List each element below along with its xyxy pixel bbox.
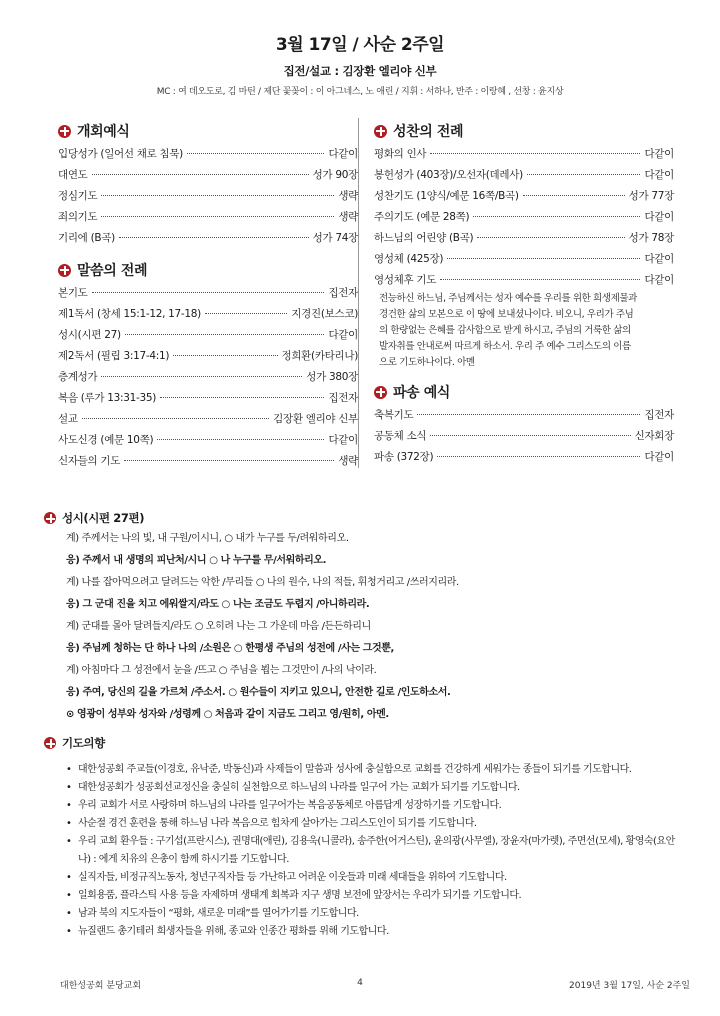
roles-line: MC : 여 데오도로, 김 마틴 / 제단 꽃꽂이 : 이 아그네스, 노 애린 / 지휘 : 서하나, 반주 : 이랑혜 , 선창 : 윤지상 bbox=[156, 87, 564, 97]
order-value: 다같이 bbox=[328, 329, 358, 341]
order-value: 성가 90장 bbox=[312, 169, 358, 181]
order-item: 기리에 (B곡) bbox=[58, 232, 115, 244]
psalm-heading bbox=[44, 508, 684, 528]
intention-item: • 일회용품, 플라스틱 사용 등을 자제하며 생태계 회복과 지구 생명 보전에 앞장서는 우리가 되기를 기도합니다. bbox=[66, 887, 684, 905]
intention-item: • 실직자들, 비정규직노동자, 청년구직자들 등 가난하고 어려운 이웃들과 미래 세대들을 위하여 기도합니다. bbox=[66, 869, 684, 887]
order-value: 성가 77장 bbox=[628, 190, 674, 202]
liturgy-section bbox=[374, 118, 674, 371]
section-heading-text: 파송 예식 bbox=[393, 385, 450, 401]
order-value: 집전자 bbox=[644, 409, 674, 421]
order-row bbox=[58, 304, 358, 325]
order-row bbox=[374, 186, 674, 207]
psalm-section bbox=[44, 508, 684, 726]
order-row bbox=[374, 144, 674, 165]
cross-circle-icon bbox=[44, 512, 56, 524]
order-row bbox=[58, 228, 358, 249]
liturgy-section bbox=[374, 379, 674, 468]
order-value: 김장환 엘리야 신부 bbox=[273, 413, 358, 425]
order-row bbox=[374, 447, 674, 468]
left-column bbox=[58, 118, 358, 472]
cross-circle-icon bbox=[374, 386, 387, 399]
order-item: 신자들의 기도 bbox=[58, 455, 121, 467]
order-value: 성가 380장 bbox=[306, 371, 358, 383]
order-row bbox=[58, 367, 358, 388]
leader-dots bbox=[527, 174, 641, 175]
order-value: 다같이 bbox=[644, 253, 674, 265]
liturgy-section bbox=[58, 257, 358, 472]
cross-circle-icon bbox=[58, 264, 71, 277]
leader-dots bbox=[101, 216, 334, 217]
order-item: 하느님의 어린양 (B곡) bbox=[374, 232, 474, 244]
order-item: 본기도 bbox=[58, 287, 88, 299]
leader-dots bbox=[82, 418, 269, 419]
leader-dots bbox=[157, 439, 324, 440]
order-value: 집전자 bbox=[328, 392, 358, 404]
order-item: 영성체 (425장) bbox=[374, 253, 444, 265]
order-row bbox=[58, 388, 358, 409]
column-divider bbox=[358, 118, 359, 468]
order-row bbox=[58, 207, 358, 228]
order-item: 죄의기도 bbox=[58, 211, 98, 223]
psalm-verse: 응) 주님께 청하는 단 하나 나의 /소원은 ○ 한평생 주님의 성전에 /사는 그것뿐, bbox=[66, 643, 394, 654]
psalm-verse: 계) 나를 잡아먹으려고 달려드는 악한 /무리들 ○ 나의 원수, 나의 적들, 휘청거리고 /쓰러지리라. bbox=[66, 577, 459, 588]
leader-dots bbox=[92, 292, 325, 293]
section-heading bbox=[58, 257, 358, 283]
order-item: 사도신경 (예문 10쪽) bbox=[58, 434, 154, 446]
cross-circle-icon bbox=[44, 737, 56, 749]
intentions-list bbox=[44, 761, 684, 941]
page-number: 4 bbox=[357, 978, 363, 988]
prayer-line: 경건한 삶의 모본으로 이 땅에 보내셨나이다. 비오니, 우리가 주님 bbox=[379, 309, 634, 320]
footer-church: 대한성공회 분당교회 bbox=[60, 981, 142, 991]
order-value: 다같이 bbox=[644, 274, 674, 286]
order-item: 제1독서 (창세 15:1-12, 17-18) bbox=[58, 308, 201, 320]
section-heading-text: 개회예식 bbox=[77, 124, 130, 140]
cross-circle-icon bbox=[58, 125, 71, 138]
order-value: 성가 74장 bbox=[312, 232, 358, 244]
prayer-line: 발자취를 안내로써 따르게 하소서. 우리 주 예수 그리스도의 이름 bbox=[379, 341, 631, 352]
leader-dots bbox=[101, 195, 334, 196]
order-item: 공동체 소식 bbox=[374, 430, 427, 442]
order-row bbox=[58, 144, 358, 165]
section-heading-text: 말씀의 전례 bbox=[77, 263, 148, 279]
leader-dots bbox=[430, 435, 630, 436]
intention-item: • 우리 교회가 서로 사랑하며 하느님의 나라를 일구어가는 복음공동체로 아름답게 성장하기를 기도합니다. bbox=[66, 797, 684, 815]
order-item: 축복기도 bbox=[374, 409, 414, 421]
intention-item: • 대한성공회가 성공회선교정신을 충실히 실천함으로 하느님의 나라를 일구어 가는 교회가 되기를 기도합니다. bbox=[66, 779, 684, 797]
leader-dots bbox=[119, 237, 309, 238]
section-heading-text: 성찬의 전례 bbox=[393, 124, 464, 140]
leader-dots bbox=[92, 174, 309, 175]
liturgy-section bbox=[58, 118, 358, 249]
intentions-heading-text: 기도의향 bbox=[62, 736, 105, 750]
leader-dots bbox=[473, 216, 640, 217]
order-row bbox=[374, 228, 674, 249]
order-row bbox=[374, 270, 674, 291]
cross-circle-icon bbox=[374, 125, 387, 138]
leader-dots bbox=[437, 456, 640, 457]
prayer-line: 전능하신 하느님, 주님께서는 성자 예수를 우리를 위한 희생제물과 bbox=[379, 293, 637, 304]
presider-line: 집전/설교 : 김장환 엘리야 신부 bbox=[283, 64, 437, 78]
order-item: 평화의 인사 bbox=[374, 148, 427, 160]
intention-item: • 대한성공회 주교들(이경호, 유낙준, 박동신)과 사제들이 말씀과 성사에 충실함으로 교회를 건강하게 세워가는 종들이 되기를 기도합니다. bbox=[66, 761, 684, 779]
intentions-section bbox=[44, 733, 684, 941]
order-row bbox=[58, 165, 358, 186]
leader-dots bbox=[173, 355, 277, 356]
order-row bbox=[374, 426, 674, 447]
intention-item: • 사순절 경건 훈련을 통해 하느님 나라 복음으로 힘차게 살아가는 그리스도인이 되기를 기도합니다. bbox=[66, 815, 684, 833]
order-item: 봉헌성가 (403장)/오선자(데레사) bbox=[374, 169, 523, 181]
intention-item: • 우리 교회 환우들 : 구기섭(프란시스), 권명대(애린), 김용욱(니콜라), 송주한(어거스틴), 윤의광(사무엘), 장윤자(마가렛), 주면선(모세), 황영숙(요안나) : 에게 치유의 은총이 함께 하시기를 기도합니다. bbox=[66, 833, 684, 869]
leader-dots bbox=[205, 313, 287, 314]
order-row bbox=[58, 346, 358, 367]
psalm-verse: 계) 군대를 몰아 달려들지/라도 ○ 오히려 나는 그 가운데 마음 /든든하리니 bbox=[66, 621, 371, 632]
order-value: 생략 bbox=[338, 190, 358, 202]
leader-dots bbox=[477, 237, 624, 238]
footer-date: 2019년 3월 17일, 사순 2주일 bbox=[569, 981, 690, 991]
leader-dots bbox=[523, 195, 625, 196]
order-value: 신자회장 bbox=[634, 430, 674, 442]
leader-dots bbox=[125, 334, 325, 335]
psalm-verse: 응) 주께서 내 생명의 피난처/시니 ○ 나 누구를 무/서워하리오. bbox=[66, 555, 327, 566]
leader-dots bbox=[160, 397, 324, 398]
psalm-verse: 응) 주여, 당신의 길을 가르쳐 /주소서. ○ 원수들이 지키고 있으니, 안전한 길로 /인도하소서. bbox=[66, 687, 451, 698]
prayer-line: 의 한량없는 은혜를 감사함으로 받게 하시고, 주님의 거룩한 삶의 bbox=[379, 325, 631, 336]
right-column bbox=[374, 118, 674, 468]
order-value: 지경진(보스코) bbox=[291, 308, 358, 320]
order-row bbox=[58, 409, 358, 430]
order-item: 제2독서 (필립 3:17-4:1) bbox=[58, 350, 170, 362]
section-heading bbox=[374, 379, 674, 405]
psalm-heading-text: 성시(시편 27편) bbox=[62, 511, 145, 525]
order-row bbox=[58, 186, 358, 207]
leader-dots bbox=[447, 258, 640, 259]
order-value: 다같이 bbox=[644, 211, 674, 223]
intention-item: • 남과 북의 지도자들이 “평화, 새로운 미래”를 열어가기를 기도합니다. bbox=[66, 905, 684, 923]
order-value: 다같이 bbox=[644, 169, 674, 181]
psalm-verses bbox=[44, 528, 684, 726]
order-row bbox=[58, 325, 358, 346]
order-item: 입당성가 (일어선 채로 침묵) bbox=[58, 148, 183, 160]
order-row bbox=[374, 249, 674, 270]
order-item: 성시(시편 27) bbox=[58, 329, 121, 341]
leader-dots bbox=[101, 376, 302, 377]
order-item: 복음 (루가 13:31-35) bbox=[58, 392, 157, 404]
order-value: 성가 78장 bbox=[628, 232, 674, 244]
order-value: 다같이 bbox=[328, 148, 358, 160]
order-row bbox=[374, 405, 674, 426]
leader-dots bbox=[440, 279, 640, 280]
order-item: 층계성가 bbox=[58, 371, 98, 383]
order-item: 대연도 bbox=[58, 169, 88, 181]
order-value: 다같이 bbox=[644, 451, 674, 463]
order-row bbox=[374, 207, 674, 228]
order-item: 주의기도 (예문 28쪽) bbox=[374, 211, 470, 223]
section-heading bbox=[58, 118, 358, 144]
post-communion-prayer bbox=[374, 291, 674, 371]
order-item: 설교 bbox=[58, 413, 78, 425]
order-value: 다같이 bbox=[644, 148, 674, 160]
page-title: 3월 17일 / 사순 2주일 bbox=[275, 35, 445, 55]
leader-dots bbox=[417, 414, 640, 415]
leader-dots bbox=[124, 460, 334, 461]
order-row bbox=[374, 165, 674, 186]
order-row bbox=[58, 430, 358, 451]
psalm-verse: ⊙ 영광이 성부와 성자와 /성령께 ○ 처음과 같이 지금도 그리고 영/원히, 아멘. bbox=[66, 709, 389, 720]
order-value: 생략 bbox=[338, 455, 358, 467]
psalm-verse: 계) 아침마다 그 성전에서 눈을 /뜨고 ○ 주님을 뵙는 그것만이 /나의 낙이라. bbox=[66, 665, 377, 676]
intentions-heading bbox=[44, 733, 684, 753]
psalm-verse: 응) 그 군대 진을 치고 에워쌀지/라도 ○ 나는 조금도 두렵지 /아니하리라. bbox=[66, 599, 370, 610]
order-value: 다같이 bbox=[328, 434, 358, 446]
order-item: 정심기도 bbox=[58, 190, 98, 202]
order-item: 파송 (372장) bbox=[374, 451, 434, 463]
order-row bbox=[58, 451, 358, 472]
leader-dots bbox=[430, 153, 640, 154]
psalm-verse: 계) 주께서는 나의 빛, 내 구원/이시니, ○ 내가 누구를 두/려워하리오. bbox=[66, 533, 349, 544]
prayer-line: 으로 기도하나이다. 아멘 bbox=[379, 357, 475, 368]
leader-dots bbox=[187, 153, 324, 154]
order-value: 집전자 bbox=[328, 287, 358, 299]
intention-item: • 뉴질랜드 총기테러 희생자들을 위해, 종교와 인종간 평화를 위해 기도합니다. bbox=[66, 923, 684, 941]
order-item: 영성체후 기도 bbox=[374, 274, 437, 286]
section-heading bbox=[374, 118, 674, 144]
order-value: 정희환(카타리나) bbox=[281, 350, 358, 362]
order-row bbox=[58, 283, 358, 304]
order-item: 성찬기도 (1양식/예문 16쪽/B곡) bbox=[374, 190, 519, 202]
order-value: 생략 bbox=[338, 211, 358, 223]
